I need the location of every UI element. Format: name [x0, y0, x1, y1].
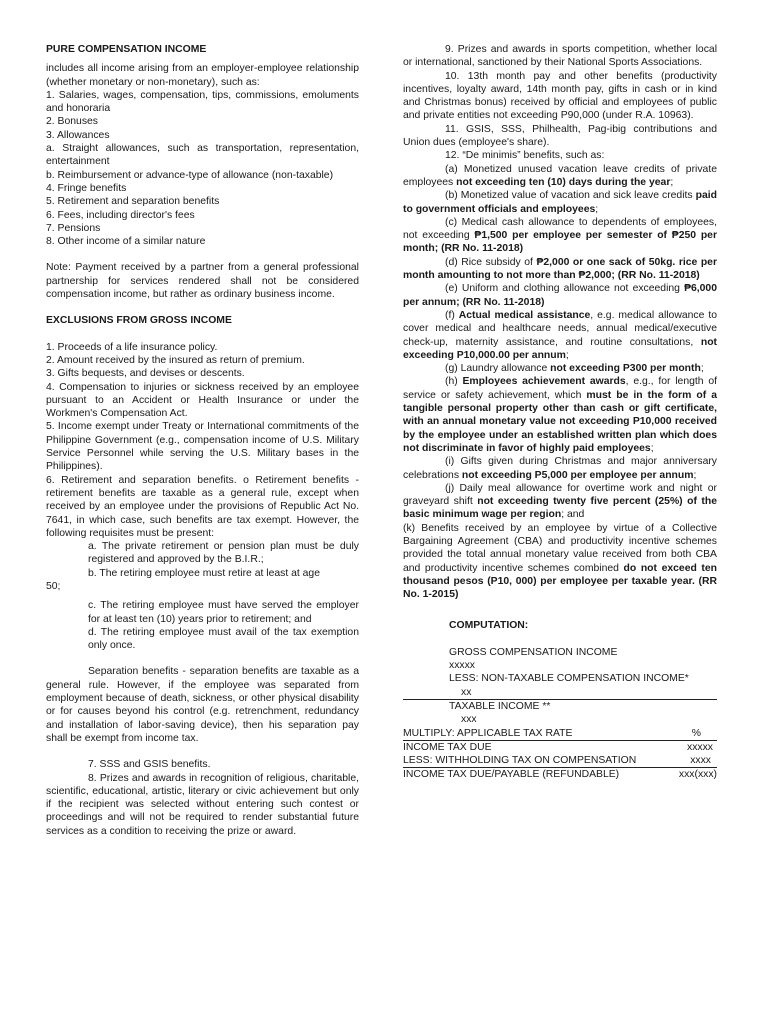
bold-text: do not exceed ten thousand pesos (P10, 000) per employee per taxable year. (RR No. 1-2015) [403, 562, 717, 601]
requisite-b-end: 50; [46, 580, 61, 592]
text: ; and [561, 509, 585, 521]
text: (b) Monetized value of vacation and sick leave credits [445, 190, 696, 202]
pci-item: 3. Allowances [46, 129, 110, 141]
heading-pure-compensation: PURE COMPENSATION INCOME [46, 44, 207, 55]
exclusion-item-11: 11. GSIS, SSS, Philhealth, Pag-ibig contributions and Union dues (employee's share). [403, 123, 717, 149]
tax-rate-row [403, 727, 717, 740]
exclusion-item-8: 8. Prizes and awards in recognition of religious, charitable, scientific, educational, artistic, literary or civic achievement but only if the recipient was selected without entering such contest or proceedings and will not be required to render substantial future services as a condition to receiving the prize or award. [46, 772, 359, 837]
requisite-c: c. The retiring employee must have served the employer for at least ten (10) years prior to retirement; and [88, 600, 359, 625]
de-minimis-e [403, 282, 717, 309]
exclusion-item: 4. Compensation to injuries or sickness received by an employee pursuant to an Accident or Health Insurance or under the Workmen's Compensation Act. [46, 381, 359, 420]
requisite-a: a. The private retirement or pension plan must be duly registered and approved by the B.I.R.; [88, 541, 359, 566]
de-minimis-f [403, 309, 717, 362]
de-minimis-a [403, 163, 717, 190]
pci-item: 4. Fringe benefits [46, 182, 127, 194]
pci-item: 6. Fees, including director's fees [46, 209, 195, 221]
text: (h) [445, 376, 463, 388]
income-tax-due-value: xxxxx [687, 741, 713, 753]
bold-text: not exceeding P5,000 per employee per annum [461, 469, 694, 481]
exclusion-item: 1. Proceeds of a life insurance policy. [46, 341, 218, 353]
bold-text: not exceeding P300 per month [550, 363, 701, 375]
withholding-tax-row [403, 754, 717, 767]
bold-text: not exceeding ten (10) days during the year [456, 176, 671, 188]
tax-payable-label: INCOME TAX DUE/PAYABLE (REFUNDABLE) [403, 769, 620, 781]
computation-section [403, 619, 717, 781]
text: (j) Daily meal allowance for overtime work and night or graveyard shift [403, 482, 717, 508]
taxable-income-label: TAXABLE INCOME ** [449, 700, 551, 712]
computation-title: COMPUTATION: [449, 620, 529, 632]
income-tax-due-row [403, 740, 717, 754]
exclusion-item-10: 10. 13th month pay and other benefits (productivity incentives, loyalty award, 14th month pay, gifts in cash or in kind and Christmas bonus) received by official and employees of public and private entities not exceeding P90,000 (under R.A. 10963). [403, 70, 717, 122]
text: ; [693, 469, 697, 481]
text: ; [700, 363, 704, 375]
text: (e) Uniform and clothing allowance not exceeding [445, 283, 685, 295]
exclusion-item: 2. Amount received by the insured as return of premium. [46, 354, 305, 366]
text: ; [595, 203, 599, 215]
de-minimis-i [403, 455, 717, 482]
exclusion-item: 3. Gifts bequests, and devises or descents. [46, 368, 245, 380]
text: (g) Laundry allowance [445, 363, 551, 375]
pci-item: 1. Salaries, wages, compensation, tips, commissions, emoluments and honoraria [46, 89, 359, 115]
pci-item: 5. Retirement and separation benefits [46, 196, 220, 208]
de-minimis-h [403, 375, 717, 455]
text: (i) Gifts given during Christmas and major anniversary celebrations [403, 456, 717, 481]
bold-text: ₱1,500 per employee per semester of ₱250 per month; (RR No. 11-2018) [403, 230, 718, 255]
less-nontaxable-row [403, 686, 717, 700]
income-tax-due-label: INCOME TAX DUE [403, 741, 492, 753]
de-minimis-d [403, 256, 717, 283]
bold-text: Employees achievement awards [462, 376, 626, 388]
bold-text: ₱6,000 per annum; (RR No. 11-2018) [403, 283, 717, 308]
text: (k) Benefits received by an employee by virtue of a Collective Bargaining Agreement (CBA) and productivity incentive schemes provided the total annual monetary value received from both CBA and productivity incentive schemes combined [403, 522, 717, 574]
text: , e.g. medical allowance to cover medical and healthcare needs, annual medical/executive check-up, maternity assistance, and routine consultations, [403, 309, 717, 348]
tax-rate-value: % [691, 727, 701, 739]
text: ; [650, 442, 654, 454]
exclusion-item-9: 9. Prizes and awards in sports competition, whether local or international, sanctioned by their National Sports Associations. [403, 44, 717, 69]
gross-compensation-value: xxxxx [449, 660, 475, 672]
requisite-b: b. The retiring employee must retire at least at age [88, 567, 320, 579]
pci-item: 8. Other income of a similar nature [46, 236, 206, 248]
bold-text: paid to government officials and employees [403, 190, 717, 215]
text: ; [565, 349, 569, 361]
less-nontaxable-value: xx [461, 686, 472, 698]
separation-benefits: Separation benefits - separation benefits are taxable as a general rule. However, if the employee was separated from employment because of death, sickness, or other physical disability or for causes beyond his control (e.g. retrenchment, redundancy and installation of labor-saving device), then his separation pay shall be exempt from income tax. [46, 666, 359, 744]
pci-item: 2. Bonuses [46, 116, 98, 128]
less-nontaxable-label: LESS: NON-TAXABLE COMPENSATION INCOME* [449, 673, 689, 685]
text: , e.g., for length of service or safety achievement, which [403, 376, 717, 401]
left-column [46, 43, 359, 838]
taxable-income-value: xxx [461, 714, 477, 726]
text: (c) Medical cash allowance to dependents of employees, not exceeding [403, 216, 717, 242]
bold-text: not exceeding P10,000.00 per annum [403, 336, 717, 361]
de-minimis-b [403, 189, 717, 216]
bold-text: not exceeding twenty five percent (25%) of the basic minimum wage per region [403, 496, 717, 521]
exclusion-item: 5. Income exempt under Treaty or International commitments of the Philippine Government (e.g., compensation income of U.S. Military Service Personnel while serving the U.S. Military bases in the Philippines). [46, 421, 359, 473]
bold-text: must be in the form of a tangible personal property other than cash or gift certificate, with an annual monetary value not exceeding P10,000 received by the employee under an established written plan which does not discriminate in favor of highly paid employees [403, 389, 717, 454]
withholding-tax-value: xxxx [690, 755, 711, 767]
exclusion-item: 6. Retirement and separation benefits. o Retirement benefits - retirement benefits are taxable as a general rule, except when received by an employee under the provisions of Republic Act No. 7641, in which case, such benefits are tax exempt. However, the following requisites must be present: [46, 474, 359, 539]
exclusion-item-7: 7. SSS and GSIS benefits. [88, 759, 211, 771]
pci-item: b. Reimbursement or advance-type of allowance (non-taxable) [46, 169, 334, 181]
withholding-tax-label: LESS: WITHHOLDING TAX ON COMPENSATION [403, 755, 637, 767]
text: ; [670, 176, 674, 188]
bold-text: ₱2,000 or one sack of 50kg. rice per month amounting to not more than ₱2,000; (RR No. 11-2018) [403, 256, 718, 282]
pci-item: a. Straight allowances, such as transportation, representation, entertainment [46, 143, 359, 168]
bold-text: Actual medical assistance [458, 309, 591, 321]
pci-intro: includes all income arising from an employer-employee relationship (whether monetary or non-monetary), such as: [46, 63, 359, 88]
de-minimis-c [403, 216, 717, 256]
text: (d) Rice subsidy of [445, 256, 537, 268]
tax-payable-value: xxx(xxx) [678, 769, 717, 781]
de-minimis-k [403, 522, 717, 602]
gross-compensation-label: GROSS COMPENSATION INCOME [449, 646, 618, 658]
pci-item: 7. Pensions [46, 222, 101, 234]
de-minimis-j [403, 482, 717, 522]
de-minimis-g [403, 362, 717, 375]
exclusion-item-12: 12. “De minimis” benefits, such as: [445, 150, 605, 162]
text: (a) Monetized unused vacation leave credits of private employees [403, 163, 717, 188]
right-column [403, 43, 717, 782]
text: (f) [445, 309, 459, 321]
note-paragraph: Note: Payment received by a partner from a general professional partnership for services rendered shall not be considered compensation income, but rather as ordinary business income. [46, 262, 359, 301]
heading-exclusions: EXCLUSIONS FROM GROSS INCOME [46, 315, 232, 327]
tax-rate-label: MULTIPLY: APPLICABLE TAX RATE [403, 727, 573, 739]
tax-payable-row [403, 767, 717, 781]
requisite-d: d. The retiring employee must avail of the tax exemption only once. [88, 626, 359, 652]
